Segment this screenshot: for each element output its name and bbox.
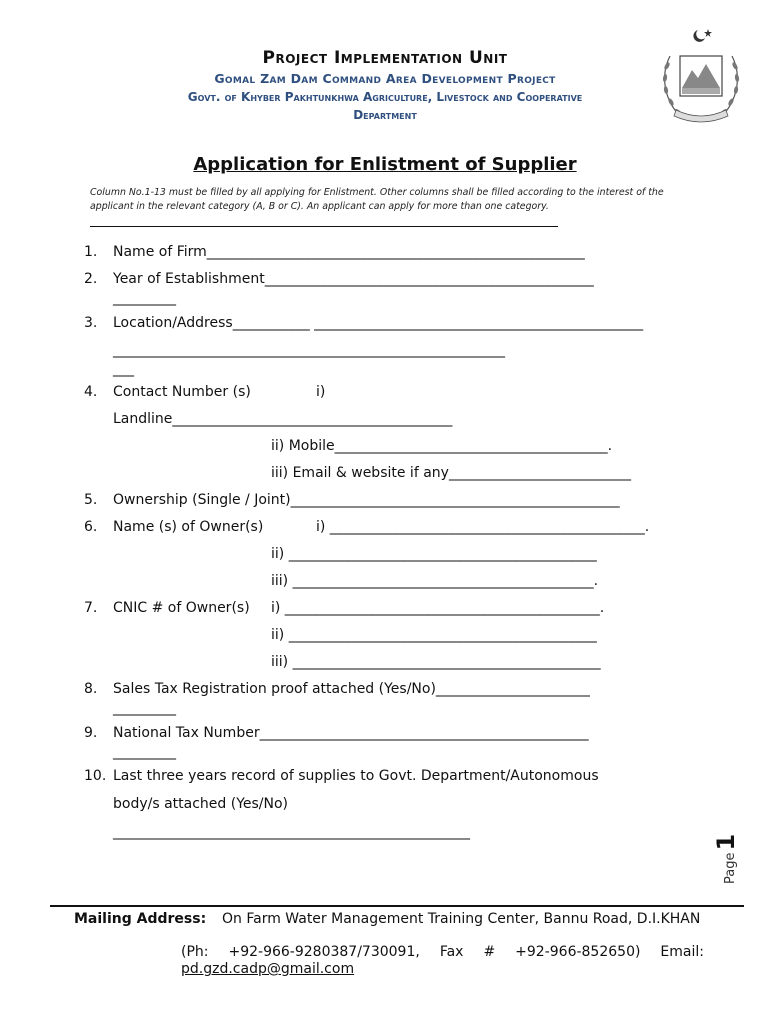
field-label: Last three years record of supplies to Govt. Department/Autonomous — [113, 768, 599, 784]
project-subtitle: Gomal Zam Dam Command Area Development Project — [214, 71, 556, 86]
phone-label: (Ph: — [181, 944, 209, 960]
item-number: 7. — [84, 600, 98, 616]
field-label: Year of Establishment — [113, 271, 265, 287]
mailing-address: On Farm Water Management Training Center, Bannu Road, D.I.KHAN — [222, 911, 701, 927]
contact-line — [181, 944, 704, 960]
kp-government-seal-icon — [658, 26, 744, 128]
ntn-blank-cont[interactable]: _________ — [113, 744, 176, 760]
page-number: 1 — [712, 833, 740, 851]
sales-tax-blank[interactable]: ______________________ — [435, 681, 590, 697]
address-blank-2[interactable]: ________________________________________________________ — [113, 342, 505, 358]
department-line-2: Department — [353, 108, 417, 122]
page-number-marker — [712, 832, 742, 884]
footer-divider — [50, 905, 744, 907]
item-number: 10. — [84, 768, 107, 784]
ownership-blank[interactable]: _______________________________________________ — [290, 492, 620, 508]
note-divider — [90, 226, 558, 227]
address-blank-3[interactable]: ___ — [113, 361, 134, 377]
field-label: Contact Number (s) — [113, 384, 251, 400]
owner-name-blank-2[interactable]: ii) ____________________________________________ — [271, 546, 597, 562]
unit-title: Project Implementation Unit — [262, 48, 508, 68]
field-label: Sales Tax Registration proof attached (Yes/No) — [113, 681, 436, 697]
field-label-cont: body/s attached (Yes/No) — [113, 796, 289, 812]
item-number: 1. — [84, 244, 98, 260]
address-blank[interactable]: ___________ _______________________________________________ — [232, 315, 644, 331]
letterhead — [0, 48, 770, 124]
item-number: 4. — [84, 384, 98, 400]
year-blank-cont[interactable]: _________ — [113, 290, 176, 306]
department-name — [0, 88, 770, 124]
field-label: Ownership (Single / Joint) — [113, 492, 291, 508]
cnic-blank-3[interactable]: iii) ____________________________________________ — [271, 654, 601, 670]
supply-record-blank[interactable]: ___________________________________________________ — [113, 824, 470, 840]
phone-number: +92-966-9280387/730091, — [228, 944, 420, 960]
item-number: 2. — [84, 271, 98, 287]
form-title: Application for Enlistment of Supplier — [193, 154, 577, 175]
fax-label: Fax — [439, 944, 464, 960]
sub-label-i: i) — [316, 384, 326, 400]
item-number: 6. — [84, 519, 98, 535]
ntn-blank[interactable]: _______________________________________________ — [259, 725, 589, 741]
sales-tax-blank-cont[interactable]: _________ — [113, 700, 176, 716]
field-label: National Tax Number — [113, 725, 260, 741]
firm-name-blank[interactable]: ______________________________________________________ — [206, 244, 585, 260]
item-number: 8. — [84, 681, 98, 697]
cnic-blank-2[interactable]: ii) ____________________________________________ — [271, 627, 597, 643]
email-website-blank[interactable]: __________________________ — [448, 465, 631, 481]
mobile-blank[interactable]: _______________________________________. — [334, 438, 613, 454]
item-number: 9. — [84, 725, 98, 741]
email-label: Email: — [660, 944, 704, 960]
email-website-label: iii) Email & website if any — [271, 465, 449, 481]
field-label: Name (s) of Owner(s) — [113, 519, 264, 535]
fax-hash: # — [483, 944, 496, 960]
owner-name-blank-1[interactable]: i) _____________________________________________. — [316, 519, 650, 535]
cnic-blank-1[interactable]: i) _____________________________________________. — [271, 600, 605, 616]
landline-blank[interactable]: ________________________________________ — [172, 411, 453, 427]
landline-label: Landline — [113, 411, 173, 427]
item-number: 5. — [84, 492, 98, 508]
mobile-label: ii) Mobile — [271, 438, 335, 454]
mailing-address-label: Mailing Address: — [74, 911, 207, 927]
fax-number: +92-966-852650) — [515, 944, 641, 960]
year-blank[interactable]: _______________________________________________ — [264, 271, 594, 287]
department-line-1: Govt. of Khyber Pakhtunkhwa Agriculture, Livestock and Cooperative — [187, 90, 583, 104]
email-link[interactable]: pd.gzd.cadp@gmail.com — [181, 961, 355, 977]
field-label: CNIC # of Owner(s) — [113, 600, 250, 616]
page-word: Page — [723, 852, 738, 884]
item-number: 3. — [84, 315, 98, 331]
field-label: Name of Firm — [113, 244, 207, 260]
owner-name-blank-3[interactable]: iii) ___________________________________________. — [271, 573, 599, 589]
instruction-note: Column No.1-13 must be filled by all applying for Enlistment. Other columns shall be filled according to the interest of the applicant in the relevant category (A, B or C). An applicant can apply for more than one category. — [90, 187, 664, 212]
field-label: Location/Address — [113, 315, 233, 331]
